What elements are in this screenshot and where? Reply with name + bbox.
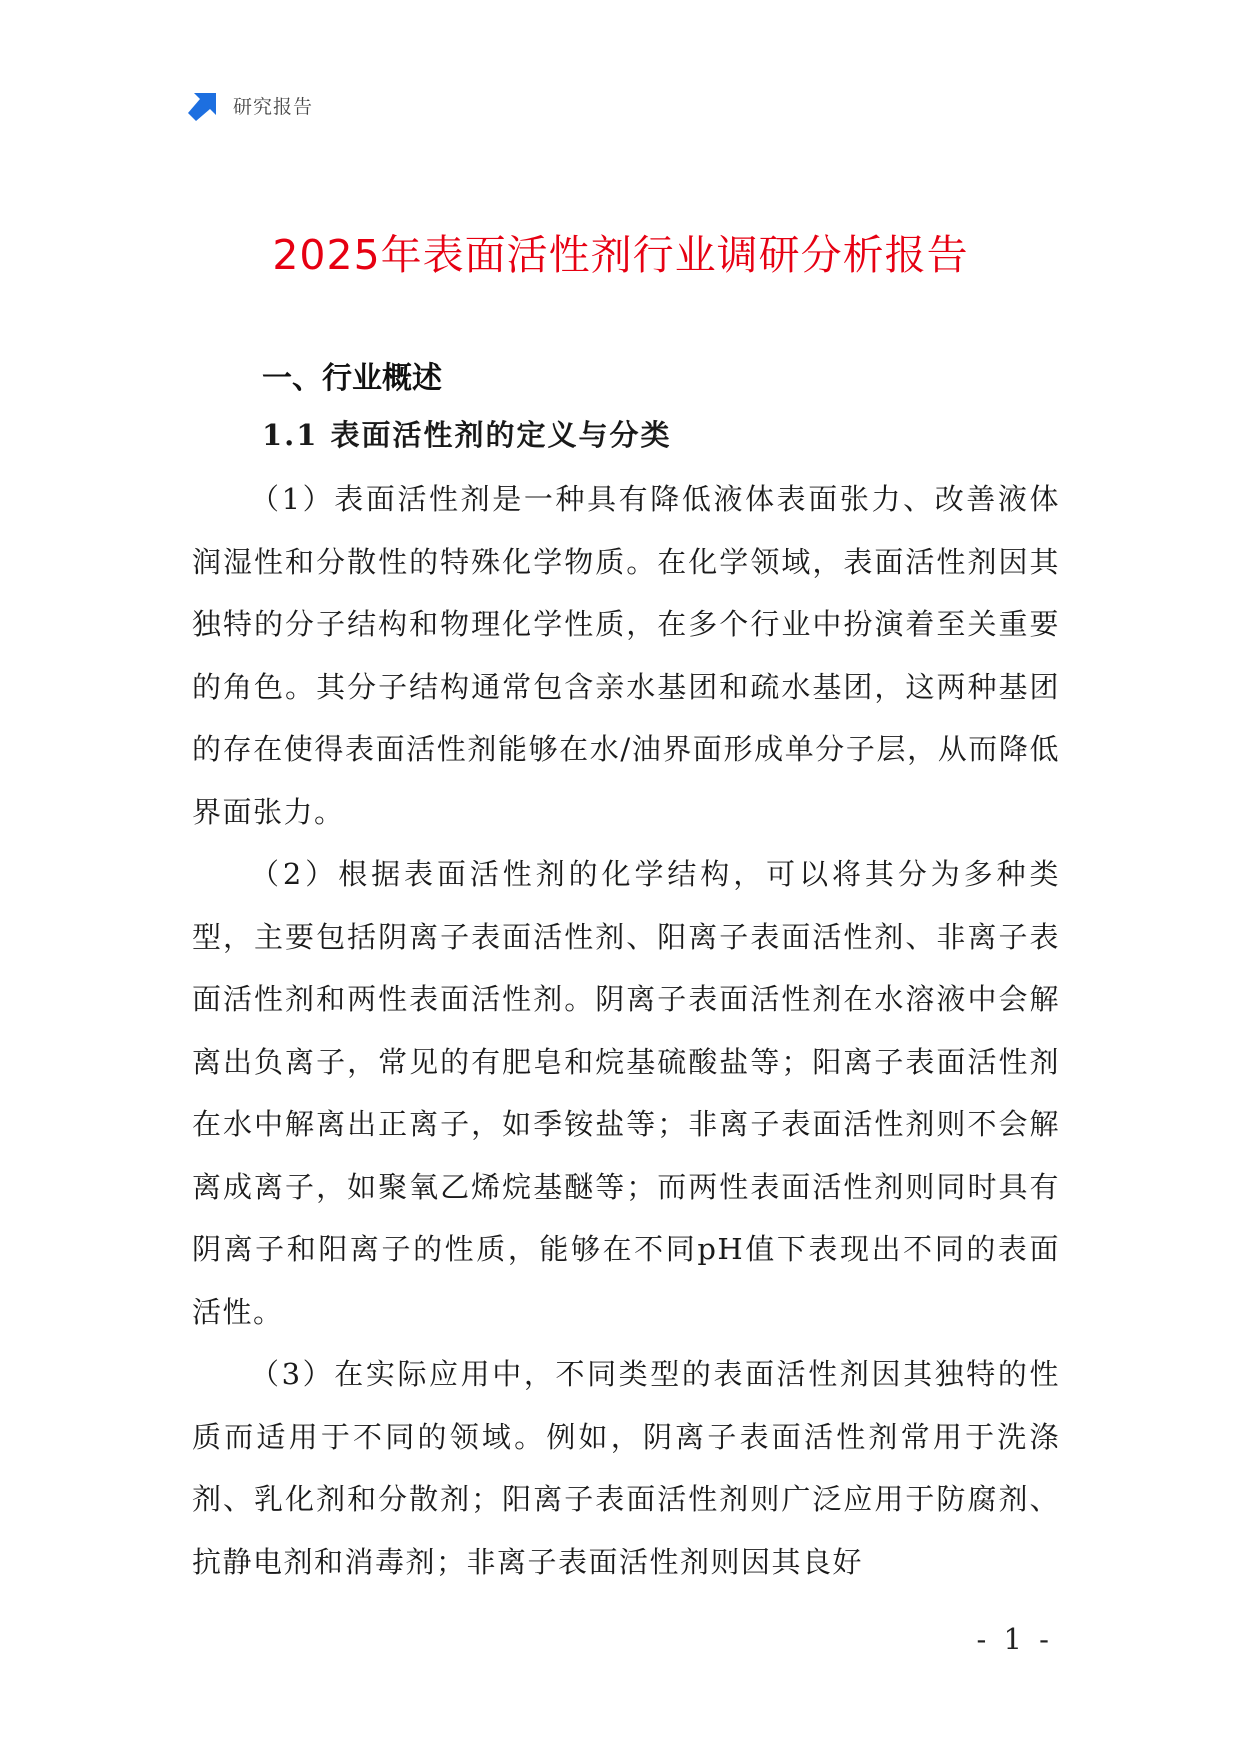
page-header	[188, 88, 313, 122]
header-label: 研究报告	[233, 95, 314, 118]
section-heading: 一、行业概述	[262, 361, 442, 396]
page-number: - 1 -	[976, 1622, 1053, 1656]
arrow-up-right-icon	[188, 89, 220, 121]
document-title: 2025年表面活性剂行业调研分析报告	[272, 231, 969, 279]
paragraph-1: （1）表面活性剂是一种具有降低液体表面张力、改善液体润湿性和分散性的特殊化学物质。在化学领域，表面活性剂因其独特的分子结构和物理化学性质，在多个行业中扮演着至关重要的角色。其分子结构通常包含亲水基团和疏水基团，这两种基团的存在使得表面活性剂能够在水/油界面形成单分子层，从而降低界面张力。	[192, 482, 1060, 829]
paragraph-2: （2）根据表面活性剂的化学结构，可以将其分为多种类型，主要包括阴离子表面活性剂、阳离子表面活性剂、非离子表面活性剂和两性表面活性剂。阴离子表面活性剂在水溶液中会解离出负离子，常见的有肥皂和烷基硫酸盐等；阳离子表面活性剂在水中解离出正离子，如季铵盐等；非离子表面活性剂则不会解离成离子，如聚氧乙烯烷基醚等；而两性表面活性剂则同时具有阴离子和阳离子的性质，能够在不同pH值下表现出不同的表面活性。	[192, 857, 1060, 1329]
sub-heading: 1.1 表面活性剂的定义与分类	[262, 418, 672, 452]
paragraph-3: （3）在实际应用中，不同类型的表面活性剂因其独特的性质而适用于不同的领域。例如，阴离子表面活性剂常用于洗涤剂、乳化剂和分散剂；阳离子表面活性剂则广泛应用于防腐剂、抗静电剂和消毒剂；非离子表面活性剂则因其良好	[192, 1357, 1060, 1579]
document-body	[192, 356, 1060, 1593]
